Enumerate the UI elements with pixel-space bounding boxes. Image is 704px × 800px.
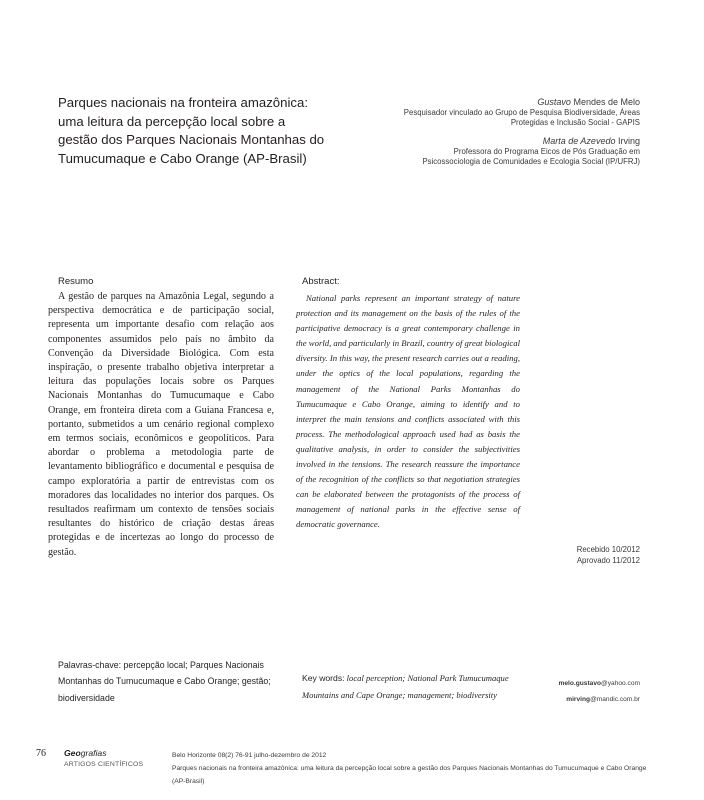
email-1-user: melo.gustavo (558, 680, 602, 687)
author-2-given: Marta de Azevedo (542, 136, 616, 147)
keywords-pt (58, 657, 280, 706)
email-1-domain: @yahoo.com (601, 680, 640, 687)
resumo-body (48, 290, 274, 560)
email-2[interactable] (559, 692, 640, 708)
abstract-body (296, 291, 520, 533)
journal-name-part1: Geo (64, 748, 81, 758)
submission-dates (577, 544, 640, 566)
author-2-name (310, 136, 640, 147)
keywords-en-values: local perception; National Park Tumucumaque Mountains and Cape Orange; management; biodiversity (302, 673, 509, 700)
author-1-given: Gustavo (537, 97, 571, 107)
keywords-en-label: Key words: (302, 673, 345, 683)
page-number: 76 (36, 748, 46, 759)
email-2-domain: @mandic.com.br (590, 696, 640, 703)
author-1-family: Mendes de Melo (573, 97, 640, 107)
journal-logo (64, 748, 143, 770)
email-2-user: mirving (566, 696, 591, 703)
author-1-affiliation-1: Pesquisador vinculado ao Grupo de Pesquisa Biodiversidade, Áreas (403, 108, 640, 117)
footer-citation-block (172, 750, 652, 788)
author-2 (310, 136, 640, 166)
keywords-pt-values: percepção local; Parques Nacionais Montanhas do Tumucumaque e Cabo Orange; gestão; biodiversidade (58, 660, 271, 703)
footer-citation: Belo Horizonte 08(2) 76-91 julho-dezembro de 2012 (172, 752, 327, 759)
authors-block (310, 97, 640, 175)
author-1-name (310, 97, 640, 108)
resumo-heading: Resumo (58, 276, 94, 287)
abstract-text: National parks represent an important strategy of nature protection and its management on the basis of the rules of the participative democracy is a great contemporary challenge in the world, and particularly in Brazil, country of great biological diversity. In this way, the present research carries out a reading, under the optics of the local populations, regarding the management of the National Parks Montanhas do Tumucumaque e Cabo Orange, aiming to identify and to interpret the main tensions and conflicts associated with this process. The methodological approach used had as basis the qualitative analysis, in order to consider the subjectivities involved in the tensions. The research reassure the importance of the recognition of the conflicts so that negotiation strategies can be elaborated between the protagonists of the process of management of national parks in the effective sense of democratic governance. (296, 293, 520, 530)
approved-date: Aprovado 11/2012 (576, 556, 640, 565)
author-2-family: Irving (617, 136, 640, 147)
author-1 (310, 97, 640, 127)
email-1[interactable] (559, 676, 640, 692)
author-2-affiliation-2: Psicossociologia de Comunidades e Ecologia Social (IP/UFRJ) (422, 156, 640, 166)
received-date: Recebido 10/2012 (576, 545, 640, 554)
resumo-text: A gestão de parques na Amazônia Legal, segundo a perspectiva democrática e de participação social, representa um importante desafio com relação aos componentes assumidos pelo país no âmbito da Convenção da Diversidade Biológica. Com esta inspiração, o presente trabalho objetiva interpretar a leitura das populações locais sobre os Parques Nacionais Montanhas do Tumucumaque e Cabo Orange, em fronteira direta com a Guiana Francesa e, portanto, submetidos a um cenário regional complexo em termos sociais, econômicos e geopolíticos. Para abordar o problema a metodologia parte de levantamento bibliográfico e documental e pesquisa de campo exploratória a partir de entrevistas com os moradores das localidades no interior dos parques. Os resultados reafirmam um contexto de tensões sociais resultantes do histórico de criação destas áreas protegidas e de incertezas ao longo do processo de gestão. (48, 291, 274, 558)
keywords-en (302, 670, 530, 703)
keywords-pt-label: Palavras-chave: (58, 660, 122, 670)
article-title: Parques nacionais na fronteira amazônica: uma leitura da percepção local sobre a gestão dos Parques Nacionais Montanhas do Tumucumaque e Cabo Orange (AP-Brasil) (58, 95, 325, 166)
author-emails (559, 676, 640, 708)
section-label: ARTIGOS CIENTÍFICOS (64, 761, 144, 768)
abstract-heading: Abstract: (302, 276, 340, 287)
author-1-affiliation-2: Protegidas e Inclusão Social - GAPIS (510, 117, 640, 127)
journal-name-part2: grafias (80, 748, 107, 758)
author-2-affiliation-1: Professora do Programa Eicos de Pós Graduação em (453, 147, 640, 157)
footer-article-title: Parques nacionais na fronteira amazônica: uma leitura da percepção local sobre a gestão dos Parques Nacionais Montanhas do Tumucumaque e Cabo Orange (AP-Brasil) (172, 764, 647, 785)
